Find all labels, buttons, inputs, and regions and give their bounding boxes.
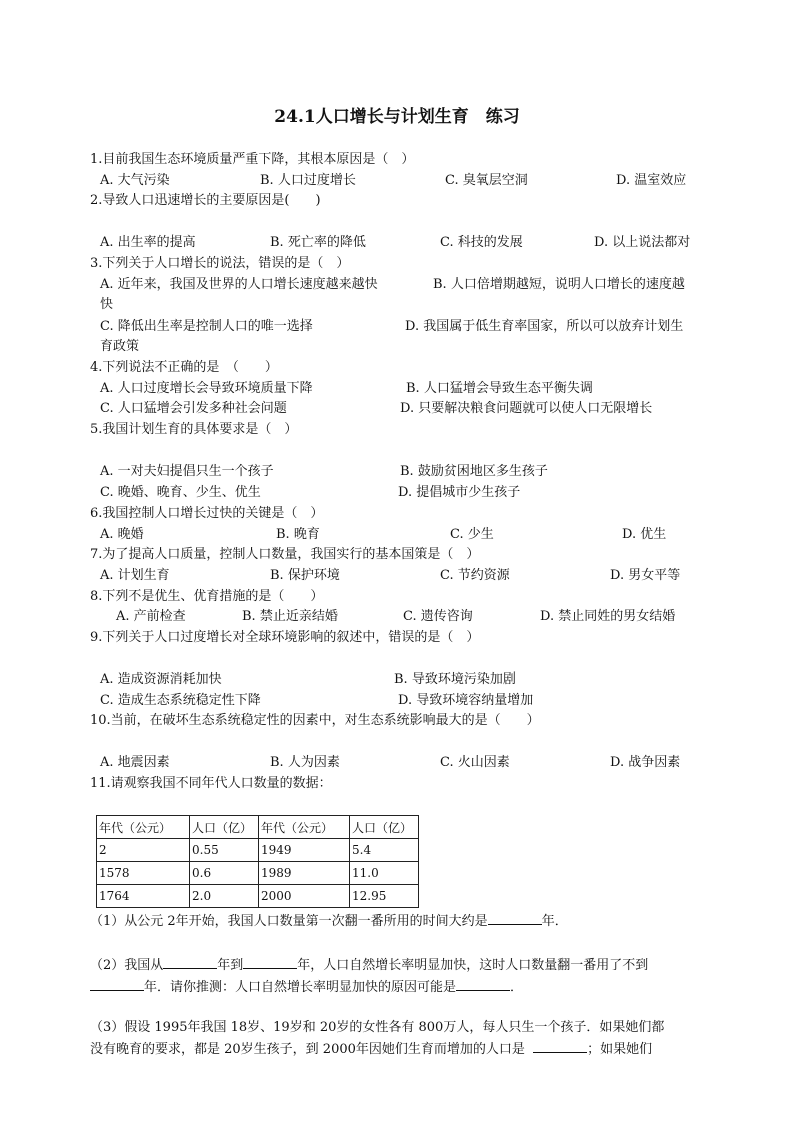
option-b: B. 人口猛增会导致生态平衡失调	[406, 381, 593, 396]
question-10: 10.当前，在破坏生态系统稳定性的因素中，对生态系统影响最大的是（ ）	[90, 713, 540, 728]
option-c: C. 少生	[450, 527, 494, 542]
sub-question-3	[90, 1017, 702, 1061]
table-cell: 1989	[259, 862, 350, 885]
table-header-cell: 年代（公元）	[259, 816, 350, 839]
option-a: A. 地震因素	[100, 755, 170, 770]
option-d: D. 禁止同姓的男女结婚	[540, 609, 676, 624]
table-cell: 1578	[97, 862, 190, 885]
option-c: C. 节约资源	[440, 568, 510, 583]
table-cell: 0.6	[190, 862, 259, 885]
question-11: 11.请观察我国不同年代人口数量的数据：	[90, 776, 332, 791]
table-cell: 1949	[259, 839, 350, 862]
option-b: B. 晚育	[276, 527, 320, 542]
question-9: 9.下列关于人口过度增长对全球环境影响的叙述中，错误的是（ ）	[90, 630, 480, 645]
table-header-cell: 年代（公元）	[97, 816, 190, 839]
option-b: B. 保护环境	[270, 568, 340, 583]
option-a: A. 一对夫妇提倡只生一个孩子	[100, 464, 274, 479]
question-7: 7.为了提高人口质量，控制人口数量，我国实行的基本国策是（ ）	[90, 547, 480, 562]
option-a: A. 出生率的提高	[100, 235, 196, 250]
table-header-cell: 人口（亿）	[350, 816, 419, 839]
table-row	[97, 862, 419, 885]
option-b: B. 死亡率的降低	[270, 235, 366, 250]
table-row	[97, 839, 419, 862]
option-d: D. 我国属于低生育率国家，所以可以放弃计划生	[405, 319, 684, 334]
option-d: D. 导致环境容纳量增加	[398, 693, 534, 708]
option-d: D. 提倡城市少生孩子	[398, 485, 521, 500]
option-d: D. 温室效应	[616, 173, 687, 188]
option-c: C. 臭氧层空洞	[445, 173, 528, 188]
answer-blank[interactable]	[533, 1039, 587, 1053]
question-4: 4.下列说法不正确的是 （ ）	[90, 360, 278, 375]
option-a: A. 计划生育	[100, 568, 170, 583]
question-3: 3.下列关于人口增长的说法，错误的是（ ）	[90, 256, 350, 271]
option-b: B. 鼓励贫困地区多生孩子	[400, 464, 548, 479]
population-table	[96, 815, 419, 908]
option-d-continued: 育政策	[100, 339, 140, 354]
table-cell: 5.4	[350, 839, 419, 862]
option-a: A. 大气污染	[100, 173, 170, 188]
table-cell: 2.0	[190, 885, 259, 908]
sub-question-text: ．	[510, 980, 524, 995]
sub-question-text: 年到	[217, 958, 244, 973]
option-d: D. 男女平等	[610, 568, 681, 583]
option-a: A. 近年来，我国及世界的人口增长速度越来越快	[100, 277, 378, 292]
question-1: 1.目前我国生态环境质量严重下降，其根本原因是（ ）	[90, 152, 415, 167]
sub-question-text: （3）假设 1995年我国 18岁、19岁和 20岁的女性各有 800万人，每人只生一个孩子．如果她们都	[90, 1020, 665, 1035]
table-cell: 2	[97, 839, 190, 862]
option-b: B. 人口倍增期越短，说明人口增长的速度越	[433, 277, 685, 292]
table-cell: 2000	[259, 885, 350, 908]
answer-blank[interactable]	[243, 955, 297, 969]
option-b: B. 人为因素	[270, 755, 340, 770]
table-cell: 1764	[97, 885, 190, 908]
answer-blank[interactable]	[456, 977, 510, 991]
option-b-continued: 快	[100, 297, 114, 312]
sub-question-1	[90, 911, 702, 933]
sub-question-2	[90, 955, 702, 999]
sub-question-text: 年，人口自然增长率明显加快，这时人口数量翻一番用了不到	[297, 958, 649, 973]
table-cell: 11.0	[350, 862, 419, 885]
option-a: A. 晚婚	[100, 527, 144, 542]
option-b: B. 禁止近亲结婚	[242, 609, 338, 624]
question-2: 2.导致人口迅速增长的主要原因是( )	[90, 193, 321, 208]
page-title: 24.1人口增长与计划生育 练习	[274, 107, 520, 127]
question-6: 6.我国控制人口增长过快的关键是（ ）	[90, 506, 324, 521]
question-5: 5.我国计划生育的具体要求是（ ）	[90, 422, 298, 437]
answer-blank[interactable]	[90, 977, 144, 991]
option-a: A. 产前检查	[116, 609, 186, 624]
sub-question-text: 没有晚育的要求，都是 20岁生孩子，到 2000年因她们生育而增加的人口是	[90, 1042, 525, 1057]
sub-question-text: ；如果她们	[587, 1042, 653, 1057]
option-d: D. 战争因素	[610, 755, 681, 770]
option-a: A. 人口过度增长会导致环境质量下降	[100, 381, 313, 396]
option-c: C. 人口猛增会引发多种社会问题	[100, 401, 287, 416]
option-c: C. 晚婚、晚育、少生、优生	[100, 485, 261, 500]
option-d: D. 以上说法都对	[594, 235, 691, 250]
table-row	[97, 885, 419, 908]
option-c: C. 降低出生率是控制人口的唯一选择	[100, 319, 313, 334]
answer-blank[interactable]	[488, 911, 542, 925]
option-c: C. 火山因素	[440, 755, 510, 770]
option-c: C. 造成生态系统稳定性下降	[100, 693, 261, 708]
table-header-cell: 人口（亿）	[190, 816, 259, 839]
option-d: D. 只要解决粮食问题就可以使人口无限增长	[400, 401, 653, 416]
sub-question-text: 年．	[541, 914, 568, 929]
option-c: C. 遗传咨询	[403, 609, 473, 624]
sub-question-text: （2）我国从	[90, 958, 164, 973]
table-cell: 12.95	[350, 885, 419, 908]
table-header-row	[97, 816, 419, 839]
option-d: D. 优生	[622, 527, 667, 542]
sub-question-text: 年．请你推测：人口自然增长率明显加快的原因可能是	[144, 980, 457, 995]
question-8: 8.下列不是优生、优育措施的是（ ）	[90, 589, 324, 604]
table-cell: 0.55	[190, 839, 259, 862]
option-c: C. 科技的发展	[440, 235, 523, 250]
option-b: B. 人口过度增长	[260, 173, 356, 188]
sub-question-text: （1）从公元 2年开始，我国人口数量第一次翻一番所用的时间大约是	[90, 914, 488, 929]
option-b: B. 导致环境污染加剧	[394, 672, 516, 687]
option-a: A. 造成资源消耗加快	[100, 672, 222, 687]
answer-blank[interactable]	[163, 955, 217, 969]
